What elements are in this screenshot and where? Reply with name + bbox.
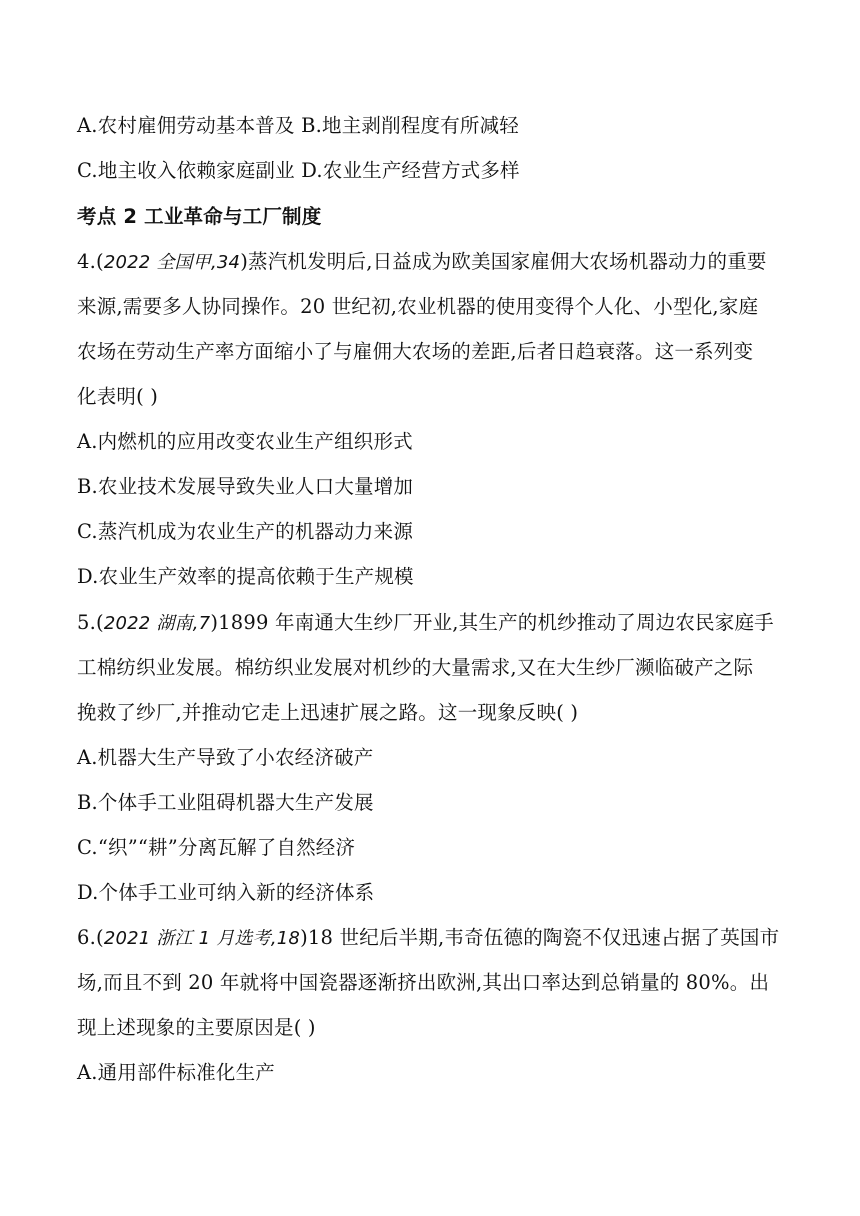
q4-option-d: D.农业生产效率的提高依赖于生产规模 — [77, 565, 414, 588]
q4-stem-line-2: 来源,需要多人协同操作。20 世纪初,农业机器的使用变得个人化、小型化,家庭 — [77, 295, 759, 318]
q5-stem-text: )1899 年南通大生纱厂开业,其生产的机纱推动了周边农民家庭手 — [210, 611, 774, 634]
q4-stem-line-3: 农场在劳动生产率方面缩小了与雇佣大农场的差距,后者日趋衰落。这一系列变 — [77, 340, 754, 363]
q5-option-b: B.个体手工业阻碍机器大生产发展 — [77, 791, 374, 814]
q4-option-b: B.农业技术发展导致失业人口大量增加 — [77, 475, 414, 498]
q6-stem-line-2: 场,而且不到 20 年就将中国瓷器逐渐挤出欧洲,其出口率达到总销量的 80%。出 — [77, 971, 770, 994]
q4-stem-line-4: 化表明( ) — [77, 385, 159, 408]
q6-source: 2021 浙江 1 月选考,18 — [103, 928, 301, 949]
q4-option-a: A.内燃机的应用改变农业生产组织形式 — [77, 430, 413, 453]
q4-option-c: C.蒸汽机成为农业生产的机器动力来源 — [77, 520, 414, 543]
q3-options-line-1: A.农村雇佣劳动基本普及 B.地主剥削程度有所减轻 — [77, 114, 520, 137]
section-heading: 考点 2 工业革命与工厂制度 — [77, 205, 322, 228]
q6-option-a: A.通用部件标准化生产 — [77, 1061, 275, 1084]
q3-options-line-2: C.地主收入依赖家庭副业 D.农业生产经营方式多样 — [77, 159, 520, 182]
q5-option-a: A.机器大生产导致了小农经济破产 — [77, 746, 374, 769]
q4-source: 2022 全国甲,34 — [103, 252, 241, 273]
q4-number: 4.( — [77, 250, 104, 273]
q5-source: 2022 湖南,7 — [103, 613, 211, 634]
q5-stem-line-1 — [77, 611, 787, 636]
q6-number: 6.( — [77, 926, 104, 949]
q6-stem-line-1 — [77, 926, 787, 951]
q4-stem-text: )蒸汽机发明后,日益成为欧美国家雇佣大农场机器动力的重要 — [240, 250, 767, 273]
q5-stem-line-2: 工棉纺织业发展。棉纺织业发展对机纱的大量需求,又在大生纱厂濒临破产之际 — [77, 656, 754, 679]
q5-stem-line-3: 挽救了纱厂,并推动它走上迅速扩展之路。这一现象反映( ) — [77, 701, 579, 724]
q5-option-c: C.“织”“耕”分离瓦解了自然经济 — [77, 836, 356, 859]
q6-stem-text: )18 世纪后半期,韦奇伍德的陶瓷不仅迅速占据了英国市 — [300, 926, 780, 949]
q6-stem-line-3: 现上述现象的主要原因是( ) — [77, 1016, 316, 1039]
q5-option-d: D.个体手工业可纳入新的经济体系 — [77, 881, 375, 904]
q5-number: 5.( — [77, 611, 104, 634]
q4-stem-line-1 — [77, 250, 787, 275]
